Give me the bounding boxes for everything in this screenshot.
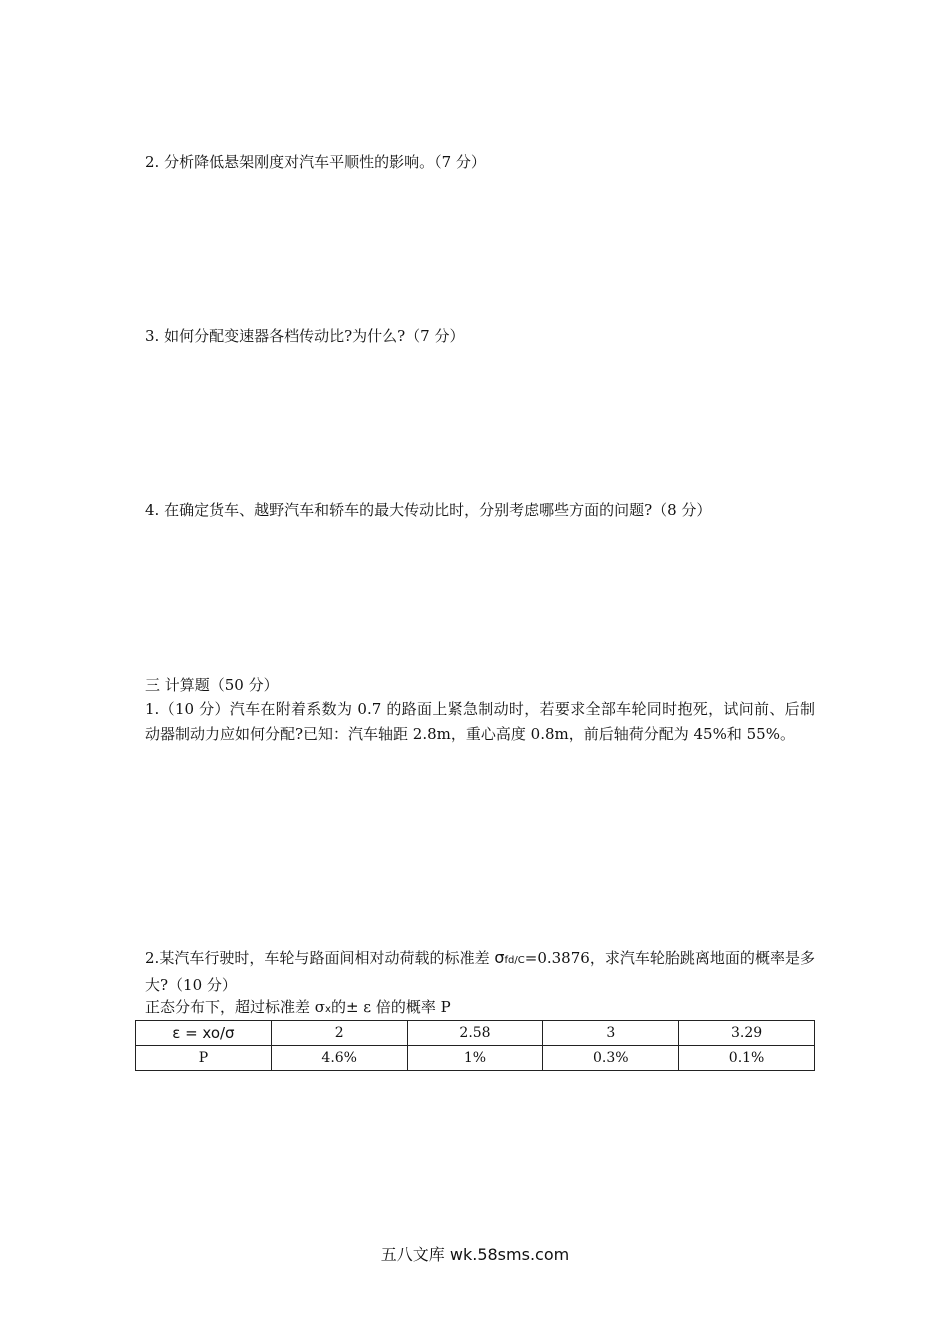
table-cell: 3 xyxy=(543,1021,679,1046)
sigma-symbol: σ xyxy=(494,948,505,967)
calc-question-1: 1.（10 分）汽车在附着系数为 0.7 的路面上紧急制动时，若要求全部车轮同时抱死，试问前、后制动器制动力应如何分配?已知：汽车轴距 2.8m，重心高度 0.8m，前后轴荷分配为 45%和 55%。 xyxy=(145,700,815,743)
table-cell: 2.58 xyxy=(407,1021,543,1046)
table-cell: 3.29 xyxy=(679,1021,815,1046)
table-row xyxy=(136,1046,815,1071)
footer-watermark: 五八文库 wk.58sms.com xyxy=(380,1245,570,1264)
normal-distribution-caption xyxy=(145,996,451,1021)
section-3-title: 三 计算题（50 分） xyxy=(145,676,279,694)
question-3: 3. 如何分配变速器各档传动比?为什么?（7 分） xyxy=(145,327,465,345)
calc-question-2-text-a: 2.某汽车行驶时，车轮与路面间相对动荷载的标准差 xyxy=(145,949,495,967)
calc-question-2 xyxy=(145,945,815,998)
table-cell: ε = xo/σ xyxy=(136,1021,272,1046)
calc-question-2-text-b: =0.3876，求汽车轮胎跳离地面的概率是多大?（10 分） xyxy=(145,949,815,994)
sigma-subscript: fd/C xyxy=(504,955,525,966)
table-header-row xyxy=(136,1021,815,1046)
probability-table xyxy=(135,1020,815,1071)
table-cell: 2 xyxy=(271,1021,407,1046)
caption-subscript: x xyxy=(325,1004,331,1015)
table-cell: 0.3% xyxy=(543,1046,679,1071)
question-2: 2. 分析降低悬架刚度对汽车平顺性的影响。（7 分） xyxy=(145,153,486,171)
caption-text-b: 的± ε 倍的概率 P xyxy=(330,998,451,1016)
table-cell: P xyxy=(136,1046,272,1071)
question-4: 4. 在确定货车、越野汽车和轿车的最大传动比时，分别考虑哪些方面的问题?（8 分） xyxy=(145,501,712,519)
caption-text-a: 正态分布下，超过标准差 σ xyxy=(145,998,326,1016)
table-cell: 4.6% xyxy=(271,1046,407,1071)
table-cell: 0.1% xyxy=(679,1046,815,1071)
table-cell: 1% xyxy=(407,1046,543,1071)
